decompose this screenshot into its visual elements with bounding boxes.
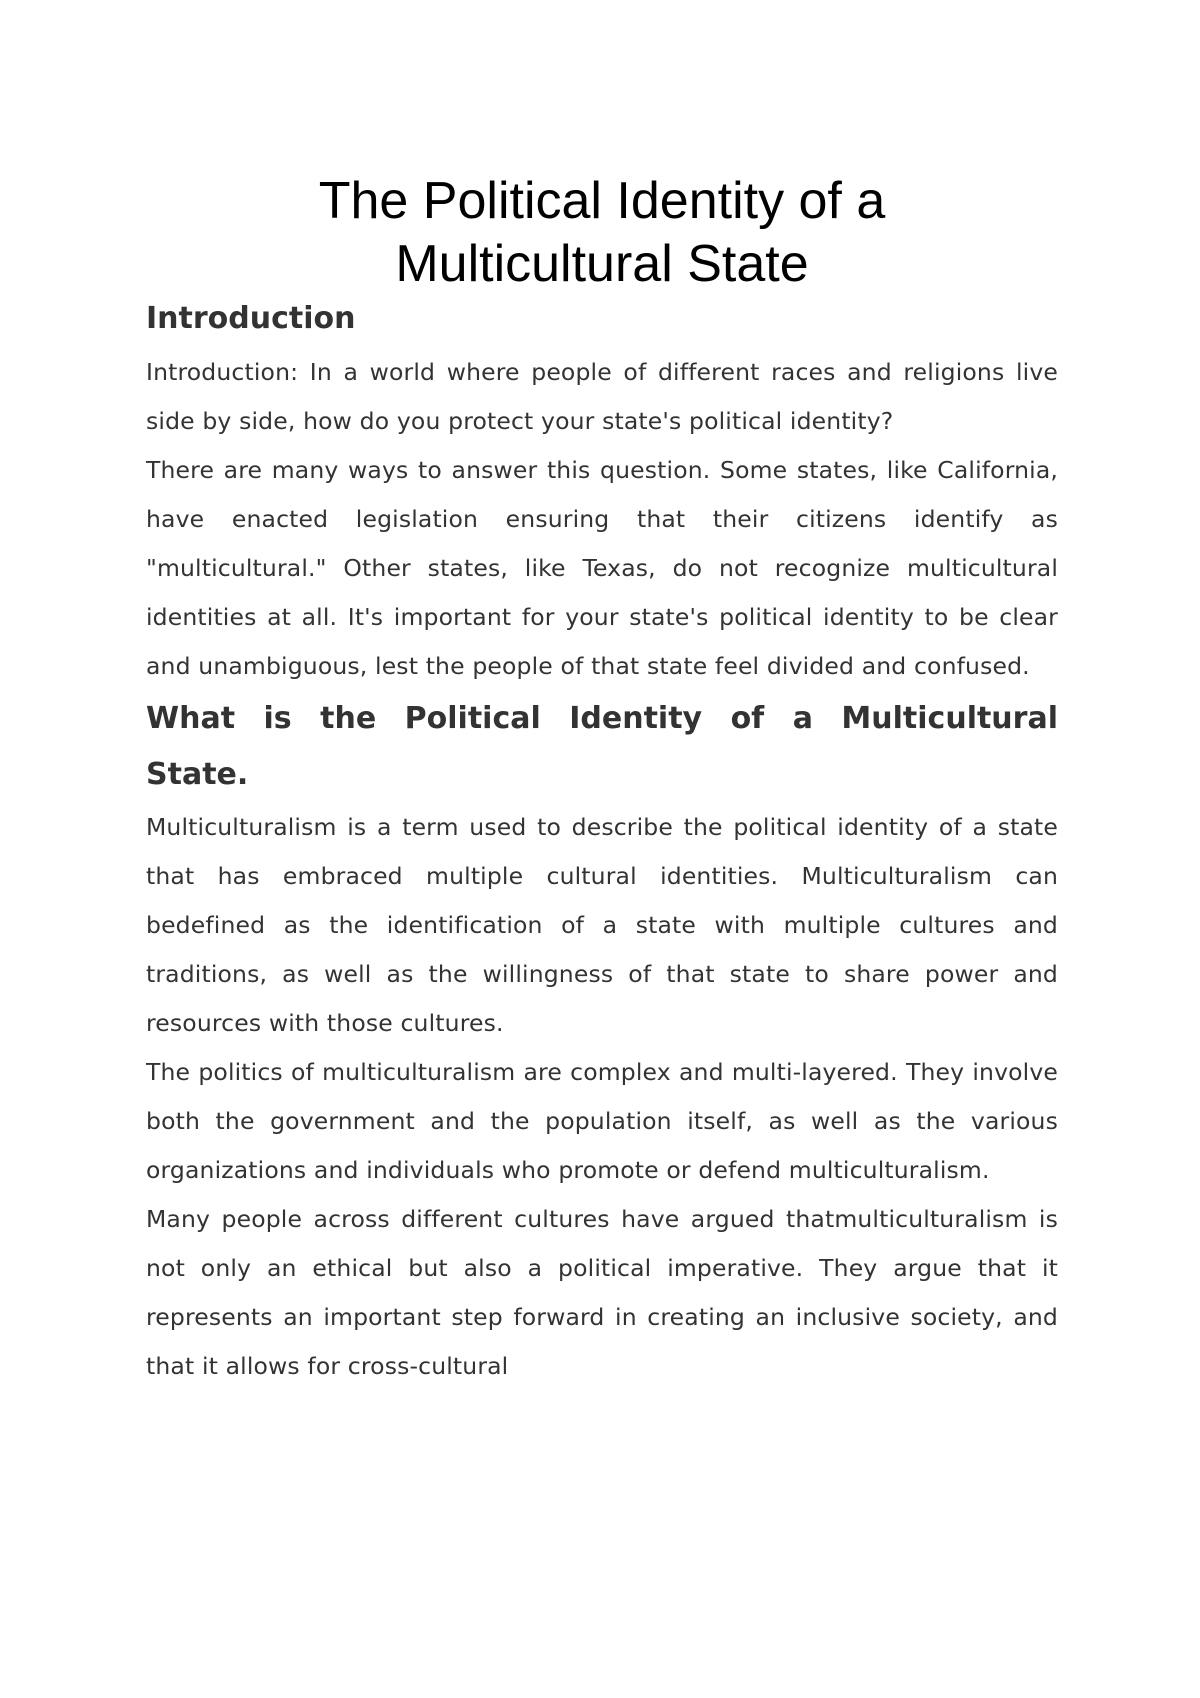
document-title-line-1: The Political Identity of a [318,172,886,230]
paragraph: Multiculturalism is a term used to describe the political identity of a state that has embraced multiple cultural identities. Multiculturalism can bedefined as the identification of a state with multiple cultures and traditions, as well as the willingness of that state to share power and resources with those cultures. [146,813,1058,1037]
paragraph: Introduction: In a world where people of different races and religions live side by side, how do you protect your state's political identity? [146,358,1058,435]
document-body [146,170,1058,1391]
document-title [146,170,1058,296]
paragraph: The politics of multiculturalism are complex and multi-layered. They involve both the government and the population itself, as well as the various organizations and individuals who promote or defend multiculturalism. [146,1058,1058,1184]
paragraph: There are many ways to answer this question. Some states, like California, have enacted legislation ensuring that their citizens identify as "multicultural." Other states, like Texas, do not recognize multicultural identities at all. It's important for your state's political identity to be clear and unambiguous, lest the people of that state feel divided and confused. [146,456,1058,680]
section-heading-political-identity: What is the Political Identity of a Multicultural State. [146,701,1058,792]
document-title-line-2: Multicultural State [395,235,809,293]
paragraph: Many people across different cultures have argued thatmulticulturalism is not only an ethical but also a political imperative. They argue that it represents an important step forward in creating an inclusive society, and that it allows for cross-cultural [146,1205,1058,1380]
section-heading-introduction: Introduction [146,301,356,336]
